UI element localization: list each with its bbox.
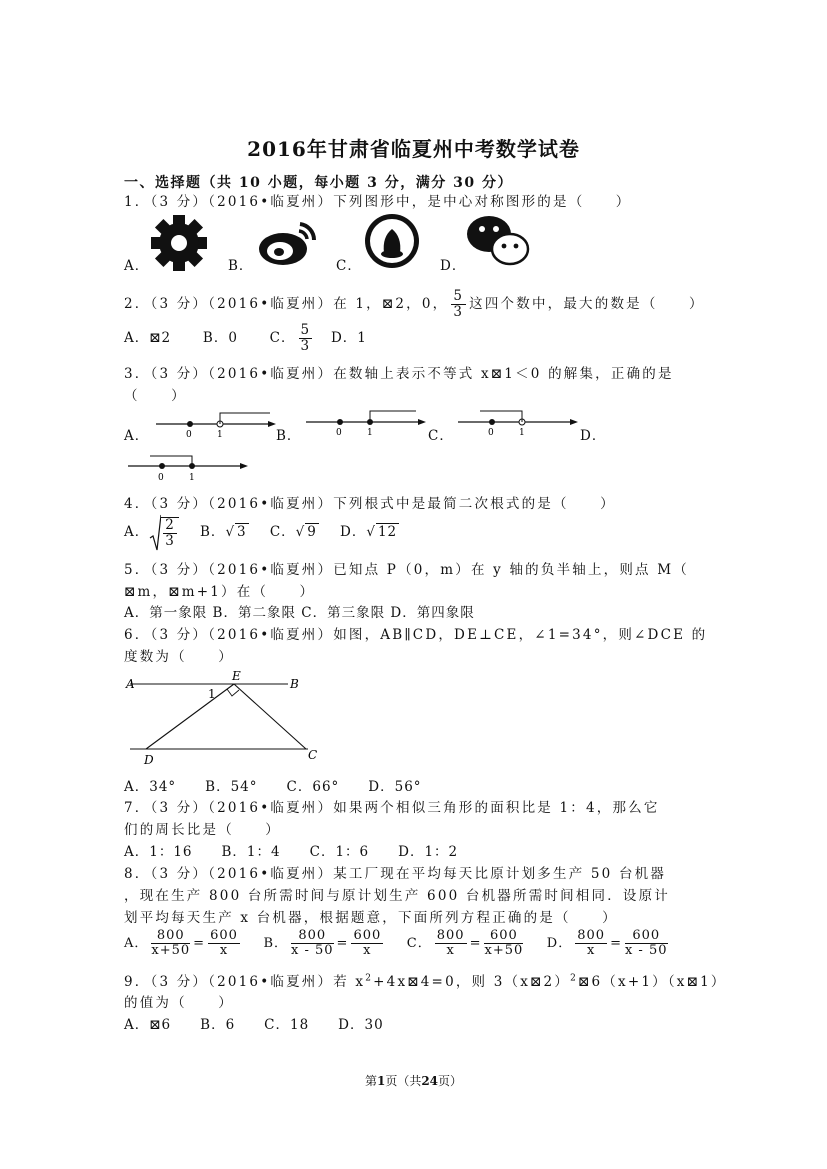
tick-1: 1 <box>367 428 373 438</box>
qq-icon <box>364 213 420 269</box>
q9-stem-part1: 9．（3 分）（2016•临夏州）若 x <box>124 974 366 990</box>
q9-sup2: 2 <box>570 973 578 984</box>
number-line-b <box>302 406 428 438</box>
tick-1: 1 <box>217 430 223 440</box>
q4-d-radicand: 12 <box>377 524 398 540</box>
q8-b1-num: 800 <box>291 929 334 944</box>
point-c: C <box>308 748 318 762</box>
tick-0: 0 <box>336 428 342 438</box>
q8-d1-den: x <box>586 943 596 958</box>
q8-c-eq: = <box>469 936 482 951</box>
tick-1: 1 <box>519 428 525 438</box>
q8-b1-den: x - 50 <box>291 943 334 958</box>
q5-options: A．第一象限 B．第二象限 C．第三象限 D．第四象限 <box>124 605 475 621</box>
point-a: A <box>126 677 135 691</box>
q2-stem-before: 2．（3 分）（2016•临夏州）在 1，⊠2，0， <box>124 296 449 312</box>
q7-options: A．1：16 B．1：4 C．1：6 D．1：2 <box>124 844 459 860</box>
tick-1: 1 <box>189 473 195 483</box>
q8-stem-line2: ，现在生产 800 台所需时间与原计划生产 600 台机器所需时间相同．设原计 <box>124 888 670 904</box>
q9-sup1: 2 <box>365 973 374 984</box>
q8-stem-line3: 划平均每天生产 x 台机器，根据题意，下面所列方程正确的是（ ） <box>124 910 618 926</box>
q4-a-den: 3 <box>165 533 175 549</box>
q6-stem-line1: 6．（3 分）（2016•临夏州）如图，AB∥CD，DE⊥CE，∠1=34°，则∠DCE 的 <box>124 627 708 643</box>
q9-options: A．⊠6 B．6 C．18 D．30 <box>124 1017 384 1033</box>
q2-opt-c-fraction <box>299 323 313 354</box>
q9-stem-line1 <box>124 970 727 990</box>
q2-stem <box>124 284 705 324</box>
q8-d-eq: = <box>610 936 622 951</box>
number-line-c <box>454 406 580 438</box>
q1-label-a: A． <box>124 258 150 274</box>
q2-opt-c-num: 5 <box>300 322 311 339</box>
q8-opt-a: A． <box>124 936 149 951</box>
page-title: 2016年甘肃省临夏州中考数学试卷 <box>247 137 580 161</box>
q9-stem-part3: ⊠6（x+1）（x⊠1） <box>578 974 727 990</box>
point-e: E <box>232 669 241 683</box>
q8-a2-den: x <box>219 943 229 958</box>
q8-c2-num: 600 <box>484 929 523 944</box>
number-line-d <box>124 452 250 484</box>
q4-d-radical: √ 12 <box>366 524 398 540</box>
q1-label-b: B． <box>228 258 254 274</box>
q4-c-radicand: 9 <box>307 524 317 540</box>
q4-stem: 4．（3 分）（2016•临夏州）下列根式中是最简二次根式的是（ ） <box>124 496 616 512</box>
q8-a1-num: 800 <box>151 929 190 944</box>
q4-a-radical <box>149 513 179 553</box>
weibo-icon <box>256 218 318 268</box>
q4-c-radical: √ 9 <box>295 524 317 540</box>
q8-stem-line1: 8．（3 分）（2016•临夏州）某工厂现在平均每天比原计划多生产 50 台机器 <box>124 866 667 882</box>
q8-a2-num: 600 <box>210 927 238 943</box>
tick-0: 0 <box>158 473 164 483</box>
tick-0: 0 <box>488 428 494 438</box>
q3-stem-line2: （ ） <box>124 388 187 404</box>
q7-stem-line2: 们的周长比是（ ） <box>124 822 281 838</box>
point-d: D <box>144 753 154 767</box>
q8-b2-den: x <box>363 943 372 958</box>
q6-diagram <box>120 664 330 772</box>
q5-stem-line1: 5．（3 分）（2016•临夏州）已知点 P（0，m）在 y 轴的负半轴上，则点 M（ <box>124 562 689 578</box>
q3-label-c: C． <box>428 428 454 444</box>
q4-opt-d: D． <box>340 524 367 540</box>
q9-stem-part2: +4x⊠4=0，则 3（x⊠2） <box>373 974 571 990</box>
q6-stem-line2: 度数为（ ） <box>124 649 234 665</box>
q8-a-eq: = <box>193 936 206 951</box>
q3-label-a: A． <box>124 428 150 444</box>
wechat-icon <box>466 214 530 268</box>
number-line-a <box>152 408 278 440</box>
gear-icon <box>150 214 208 272</box>
angle-1-label: 1 <box>208 687 216 701</box>
q1-label-d: D． <box>440 258 467 274</box>
q4-opt-b: B． <box>200 524 226 540</box>
q4-opt-a: A． <box>124 524 150 540</box>
q1-stem: 1．（3 分）（2016•临夏州）下列图形中，是中心对称图形的是（ ） <box>124 194 632 210</box>
q2-options <box>124 320 367 356</box>
q2-opt-c: C． <box>269 330 296 346</box>
q8-opt-c: C． <box>406 936 432 951</box>
q8-c2-den: x+50 <box>484 943 524 958</box>
q6-options: A．34° B．54° C．66° D．56° <box>124 779 422 795</box>
q3-label-d: D． <box>580 428 607 444</box>
section-heading: 一、选择题（共 10 小题，每小题 3 分，满分 30 分） <box>124 175 513 191</box>
footer-total-pages: 24 <box>421 1074 439 1088</box>
q8-d2-num: 600 <box>625 929 668 944</box>
q3-stem-line1: 3．（3 分）（2016•临夏州）在数轴上表示不等式 x⊠1＜0 的解集，正确的是 <box>124 366 674 382</box>
q8-opt-b: B． <box>263 936 288 951</box>
q4-b-radicand: 3 <box>237 524 247 540</box>
q4-b-radical: √ 3 <box>225 524 247 540</box>
q4-opt-c: C． <box>269 524 296 540</box>
point-b: B <box>290 677 299 691</box>
footer-mid: 页（共 <box>385 1074 422 1088</box>
footer-page-number: 1 <box>376 1074 386 1088</box>
q8-b2-num: 600 <box>353 927 382 943</box>
q1-label-c: C． <box>336 258 362 274</box>
q7-stem-line1: 7．（3 分）（2016•临夏州）如果两个相似三角形的面积比是 1：4，那么它 <box>124 800 660 816</box>
q8-b-eq: = <box>336 936 349 951</box>
q4-a-num: 2 <box>165 517 175 534</box>
q4-a-fraction <box>161 517 179 549</box>
q8-c1-num: 800 <box>436 927 465 943</box>
q9-stem-line2: 的值为（ ） <box>124 995 234 1011</box>
q2-opt-a: A．⊠2 <box>124 330 172 346</box>
q2-opt-d: D．1 <box>330 330 367 346</box>
q8-d1-num: 800 <box>577 927 606 943</box>
q2-opt-c-den: 3 <box>300 338 311 354</box>
page-footer <box>0 1072 827 1089</box>
q2-opt-b: B．0 <box>202 330 238 346</box>
q8-opt-d: D． <box>546 936 573 951</box>
q3-label-b: B． <box>276 428 302 444</box>
q2-frac-num: 5 <box>453 288 465 305</box>
q8-options <box>124 924 671 964</box>
q2-frac-den: 3 <box>453 304 465 320</box>
tick-0: 0 <box>186 430 192 440</box>
footer-post: 页） <box>438 1074 463 1088</box>
q4-options <box>124 512 399 553</box>
q8-a1-den: x+50 <box>151 943 191 958</box>
q2-fraction <box>451 289 466 320</box>
q5-stem-line2: ⊠m，⊠m+1）在（ ） <box>124 584 316 600</box>
footer-pre: 第 <box>364 1074 377 1088</box>
q2-stem-after: 这四个数中，最大的数是（ ） <box>469 296 705 312</box>
q8-d2-den: x - 50 <box>624 943 668 958</box>
q8-c1-den: x <box>446 943 455 958</box>
